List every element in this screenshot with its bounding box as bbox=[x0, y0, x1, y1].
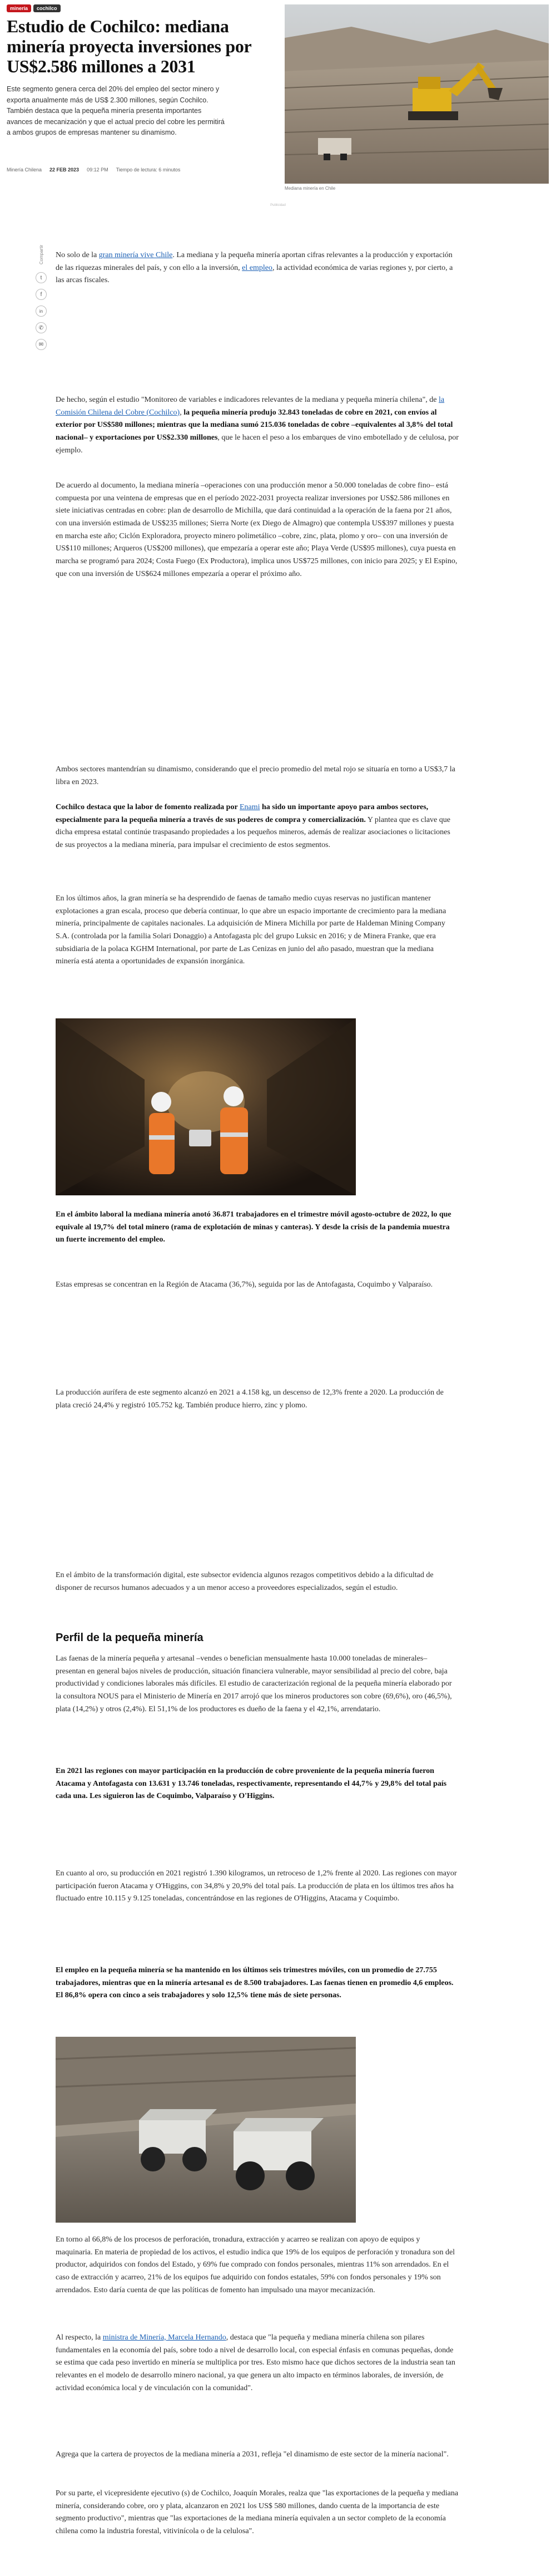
publish-date: 22 FEB 2023 bbox=[49, 167, 80, 173]
reading-time: Tiempo de lectura: 6 minutos bbox=[116, 167, 181, 173]
author[interactable]: Minería Chilena bbox=[7, 167, 42, 173]
paragraph: Al respecto, la ministra de Minería, Marcela Hernando, destaca que "la pequeña y mediana minería chilena son pilares fundamentales en la economía del país, sobre todo a nivel de desarrollo local, con especial énfasis en comunas pequeñas, donde se estima que cada peso invertido en minería se multiplica por tres. Esto mismo hace que dichos sectores de la industria sean tan relevantes en el modelo de desarrollo minero nacional, ya que genera un alto impacto en términos laborales, de inversión, de actividad económica local y de vinculación con la comunidad". bbox=[56, 2333, 455, 2392]
paragraph: De acuerdo al documento, la mediana minería –operaciones con una producción menor a 50.000 toneladas de cobre fino– está compuesta por una veintena de empresas que en el período 2022-2031 proyecta realizar inversiones por US$2.586 millones en siete iniciativas centradas en cobre: plan de desarrollo de Michilla, que dará continuidad a la operación de la faena por 21 años, con una inversión estimada de US$235 millones; Sierra Norte (ex Diego de Almagro) que contempla US$397 millones y puesta en marcha este año; Ciclón Exploradora, proyecto minero polimetálico –cobre, zinc, plata, plomo y oro– con una inversión de US$110 millones; Arqueros (US$200 millones), que empezaría a operar este año; Playa Verde (US$95 millones), cuya puesta en marcha se programó para 2024; Costa Fuego (Ex Productora), implica unos US$725 millones, con inicio para 2025; y El Espino, que con una inversión de US$624 millones empezaría a operar el próximo año. bbox=[56, 481, 458, 578]
article-lead: Este segmento genera cerca del 20% del empleo del sector minero y exporta anualmente más de US$ 2.300 millones, según Cochilco. También destaca que la pequeña minería presenta importantes avances de mecanización y que el actual precio del cobre les permitirá a ambos grupos de empresas mantener su dinamismo. bbox=[7, 85, 225, 136]
empleo-link[interactable]: el empleo bbox=[242, 263, 272, 272]
paragraph: Por su parte, el vicepresidente ejecutivo (s) de Cochilco, Joaquín Morales, realza que "las exportaciones de la pequeña y mediana minería, considerando cobre, oro y plata, alcanzaron en 2021 los US$ 580 millones, dando cuenta de la importancia de este segmento productivo", mientras que "las exportaciones de la mediana minería equivalen a un sector completo de la economía chilena como la industria forestal, vitivinícola o de la celulosa". bbox=[56, 2489, 459, 2536]
byline bbox=[7, 167, 180, 173]
paragraph: En los últimos años, la gran minería se ha desprendido de faenas de tamaño medio cuyas reservas no justifican mantener explotaciones a gran escala, proceso que debería continuar, lo que abre un espacio importante de crecimiento para la mediana minería, principalmente de capitales nacionales. La adquisición de Minera Michilla por parte de Haldeman Mining Company S.A. (controlada por la familia Solari Donaggio) a Antofagasta plc del grupo Luksic en 2016; y de Minera Franke, que era subsidiaria de la polaca KGHM International, por parte de Las Cenizas en junio del año pasado, muestran que la mediana minería está atenta a oportunidades de expansión inorgánica. bbox=[56, 894, 446, 966]
share-bar bbox=[34, 245, 48, 350]
gran-mineria-link[interactable]: gran minería vive Chile bbox=[98, 251, 173, 259]
category-badges bbox=[7, 4, 271, 12]
article-photo-miners bbox=[56, 1018, 356, 1195]
paragraph: Estas empresas se concentran en la Región de Atacama (36,7%), seguida por las de Antofagasta, Coquimbo y Valparaíso. bbox=[56, 1280, 433, 1289]
paragraph: Agrega que la cartera de proyectos de la mediana minería a 2031, refleja "el dinamismo de este sector de la minería nacional". bbox=[56, 2450, 449, 2459]
email-icon[interactable]: ✉ bbox=[36, 339, 47, 350]
paragraph: No solo de la gran minería vive Chile. La mediana y la pequeña minería aportan cifras relevantes a la producción y exportación de las riquezas minerales del país, y con ello a la inversión, el empleo, la actividad económica de varias regiones y, por cierto, a las arcas fiscales. bbox=[56, 251, 453, 285]
paragraph: En 2021 las regiones con mayor participación en la producción de cobre proveniente de la pequeña minería fueron Atacama y Antofagasta con 13.631 y 13.746 toneladas, respectivamente, representando el 44,7% y 29,8% del total país cada una. Les siguieron las de Coquimbo, Valparaíso y O'Higgins. bbox=[56, 1767, 447, 1801]
paragraph: Ambos sectores mantendrían su dinamismo, considerando que el precio promedio del metal rojo se situaría en torno a US$3,7 la libra en 2023. bbox=[56, 765, 455, 786]
hero-photo bbox=[285, 4, 549, 184]
category-badge[interactable]: minería bbox=[7, 4, 31, 12]
article-header bbox=[0, 0, 556, 207]
paragraph: La producción aurífera de este segmento alcanzó en 2021 a 4.158 kg, un descenso de 12,3% frente a 2020. La producción de plata creció 24,4% y registró 105.752 kg. También produce hierro, zinc y plomo. bbox=[56, 1388, 444, 1410]
paragraph: En torno al 66,8% de los procesos de perforación, tronadura, extracción y acarreo se realizan con apoyo de equipos y maquinaria. En materia de propiedad de los activos, el estudio indica que 19% de los equipos de perforación y tronadura son del productor, adquiridos con fondos del Estado, y 69% fue comprado con fondos personales, mientras 11% son arrendados. En el caso de extracción y acarreo, 21% de los equipos fue adquirido con fondos estatales, 59% con fondos personales y 19% son arrendados. Esto daría cuenta de que las políticas de fomento han impulsado una mayor mecanización. bbox=[56, 2235, 455, 2294]
header-text-block bbox=[7, 4, 271, 138]
paragraph: En cuanto al oro, su producción en 2021 registró 1.390 kilogramos, un retroceso de 1,2% frente al 2020. Las regiones con mayor participación fueron Atacama y O'Higgins, con 34,8% y 20,9% del total país. La producción de plata en los últimos tres años ha fluctuado entre 10.115 y 9.125 toneladas, concentrándose en las regiones de O'Higgins, Atacama y Coquimbo. bbox=[56, 1869, 457, 1903]
paragraph: De hecho, según el estudio "Monitoreo de variables e indicadores relevantes de la mediana y pequeña minería chilena", de la Comisión Chilena del Cobre (Cochilco), la pequeña minería produjo 32.843 toneladas de cobre en 2021, con envíos al exterior por US$580 millones; mientras que la mediana sumó 215.036 toneladas de cobre –equivalentes al 3,8% del total nacional– y exportaciones por US$2.330 millones, que le hacen el peso a los embarques de vino embotellado y de celulosa, por ejemplo. bbox=[56, 396, 459, 455]
tag-badge[interactable]: cochilco bbox=[33, 4, 61, 12]
paragraph: En el ámbito laboral la mediana minería anotó 36.871 trabajadores en el trimestre móvil agosto-octubre de 2022, lo que equivale al 19,7% del total minero (rama de explotación de minas y canteras). Y desde la crisis de la pandemia muestra un fuerte incremento del empleo. bbox=[56, 1210, 451, 1244]
publish-time: 09:12 PM bbox=[87, 167, 108, 173]
paragraph: Las faenas de la minería pequeña y artesanal –vendes o benefician mensualmente hasta 10.000 toneladas de minerales– presentan en general bajos niveles de producción, situación financiera vulnerable, mayor sensibilidad al precio del cobre, baja productividad y condiciones laborales más difíciles. El estudio de caracterización regional de la pequeña minería elaborado por la consultora NOUS para el Ministerio de Minería en 2017 arrojó que los mineros productores son cobre (69,6%), oro (46,5%), plata (14,2%) y otros (2,4%). El 51,1% de los productores es dueño de la faena y el 42,1%, arrendatario. bbox=[56, 1654, 452, 1713]
ministra-link[interactable]: ministra de Minería, Marcela Hernando bbox=[102, 2333, 226, 2342]
article-title: Estudio de Cochilco: mediana minería proyecta inversiones por US$2.586 millones a 2031 bbox=[7, 16, 251, 76]
share-label: Compartir bbox=[38, 245, 44, 265]
section-heading: Perfil de la pequeña minería bbox=[56, 1632, 203, 1644]
whatsapp-icon[interactable]: ✆ bbox=[36, 322, 47, 333]
linkedin-icon[interactable]: in bbox=[36, 306, 47, 317]
paragraph: El empleo en la pequeña minería se ha mantenido en los últimos seis trimestres móviles, con un promedio de 27.755 trabajadores, mientras que en la minería artesanal es de 8.500 trabajadores. Las faenas tienen en promedio 4,6 empleos. El 86,8% opera con cinco a seis trabajadores y solo 12,5% tiene más de siete personas. bbox=[56, 1966, 454, 2000]
enami-link[interactable]: Enami bbox=[239, 803, 260, 811]
ad-label: Publicidad bbox=[270, 204, 286, 207]
article-photo-trucks bbox=[56, 2037, 356, 2223]
paragraph: En el ámbito de la transformación digital, este subsector evidencia algunos rezagos competitivos debido a la dificultad de disponer de recursos humanos adecuados y a un menor acceso a proveedores especializados, según el estudio. bbox=[56, 1571, 434, 1592]
paragraph: Cochilco destaca que la labor de fomento realizada por Enami ha sido un importante apoyo para ambos sectores, especialmente para la pequeña minería a través de sus poderes de compra y comercialización. Y plantea que es clave que dicha empresa estatal continúe traspasando propiedades a los pequeños mineros, además de realizar asociaciones o licitaciones de sus proyectos a la mediana minería, para impulsar el crecimiento de estos segmentos. bbox=[56, 803, 450, 850]
facebook-icon[interactable]: f bbox=[36, 289, 47, 300]
cochilco-link[interactable]: la Comisión Chilena del Cobre (Cochilco) bbox=[56, 396, 445, 417]
photo-caption: Mediana minería en Chile bbox=[285, 186, 336, 191]
twitter-icon[interactable]: t bbox=[36, 272, 47, 283]
